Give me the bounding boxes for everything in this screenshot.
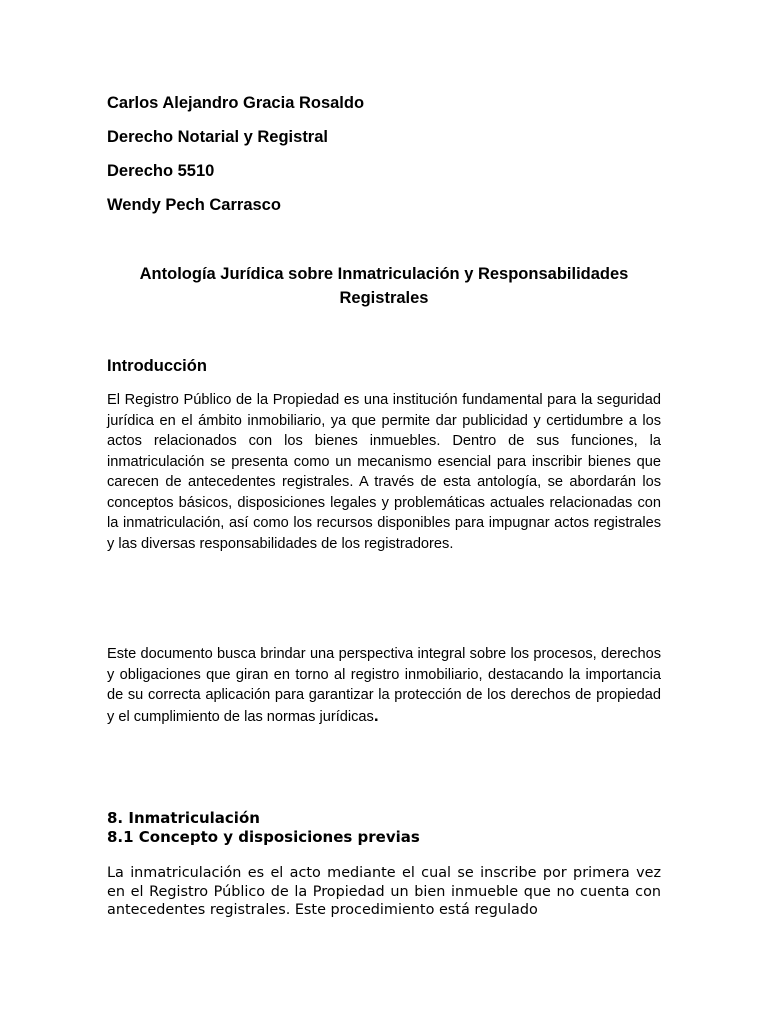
course-name: Derecho Notarial y Registral [107,128,328,146]
chapter-paragraph: La inmatriculación es el acto mediante el cual se inscribe por primera vez en el Registro Público de la Propiedad un bien inmueble que no cuenta con antecedentes registrales. Este procedimiento está regulado [107,865,661,918]
document-title: Antología Jurídica sobre Inmatriculación y Responsabilidades Registrales [139,265,629,307]
introduction-paragraph-2-end: . [373,705,379,725]
introduction-heading: Introducción [107,357,207,375]
chapter-heading: 8. Inmatriculación [107,809,260,827]
chapter-subheading: 8.1 Concepto y disposiciones previas [107,828,420,846]
introduction-paragraph-1: El Registro Público de la Propiedad es una institución fundamental para la seguridad jurídica en el ámbito inmobiliario, ya que permite dar publicidad y certidumbre a los actos relacionados con los bienes inmuebles. Dentro de sus funciones, la inmatriculación se presenta como un mecanismo esencial para inscribir bienes que carecen de antecedentes registrales. A través de esta antología, se abordarán los conceptos básicos, disposiciones legales y problemáticas actuales relacionadas con la inmatriculación, así como los recursos disponibles para impugnar actos registrales y las diversas responsabilidades de los registradores. [107,392,661,552]
introduction-paragraph-2 [107,644,661,727]
teacher-name: Wendy Pech Carrasco [107,196,281,214]
group-name: Derecho 5510 [107,162,215,180]
introduction-paragraph-2-text: Este documento busca brindar una perspectiva integral sobre los procesos, derechos y obligaciones que giran en torno al registro inmobiliario, destacando la importancia de su correcta aplicación para garantizar la protección de los derechos de propiedad y el cumplimiento de las normas jurídicas [107,646,661,725]
author-name: Carlos Alejandro Gracia Rosaldo [107,94,365,112]
